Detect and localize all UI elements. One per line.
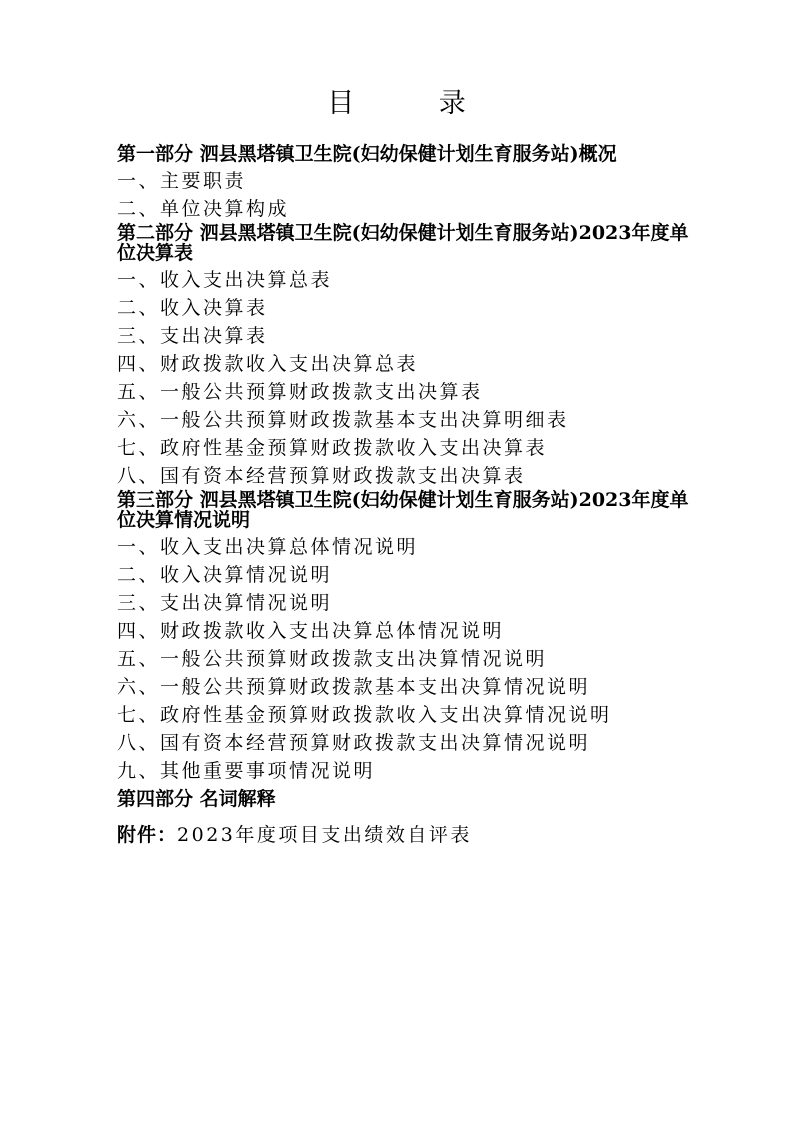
toc-item[interactable]: 四、财政拨款收入支出决算总表 <box>117 353 419 375</box>
toc-item[interactable]: 八、国有资本经营预算财政拨款支出决算表 <box>117 465 526 487</box>
toc-item[interactable]: 一、收入支出决算总体情况说明 <box>117 536 419 558</box>
toc-item[interactable]: 二、收入决算情况说明 <box>117 564 333 586</box>
toc-item[interactable]: 三、支出决算表 <box>117 325 268 347</box>
toc-item[interactable]: 三、支出决算情况说明 <box>117 592 333 614</box>
toc-item[interactable]: 二、单位决算构成 <box>117 198 290 220</box>
table-of-contents <box>117 142 717 849</box>
part-1-heading[interactable]: 第一部分 泗县黑塔镇卫生院(妇幼保健计划生育服务站)概况 <box>117 143 617 165</box>
toc-item[interactable]: 五、一般公共预算财政拨款支出决算情况说明 <box>117 648 548 670</box>
page-title: 目 录 <box>327 88 504 119</box>
toc-item[interactable]: 六、一般公共预算财政拨款基本支出决算明细表 <box>117 409 569 431</box>
toc-item[interactable]: 七、政府性基金预算财政拨款收入支出决算情况说明 <box>117 704 612 726</box>
attachment-label: 附件： <box>117 824 178 846</box>
toc-item[interactable]: 一、收入支出决算总表 <box>117 269 333 291</box>
toc-item[interactable]: 五、一般公共预算财政拨款支出决算表 <box>117 381 483 403</box>
toc-item[interactable]: 一、主要职责 <box>117 170 247 192</box>
part-4-heading[interactable]: 第四部分 名词解释 <box>117 788 276 810</box>
part-2-heading[interactable]: 第二部分 泗县黑塔镇卫生院(妇幼保健计划生育服务站)2023年度单位决算表 <box>117 222 689 264</box>
toc-item[interactable]: 四、财政拨款收入支出决算总体情况说明 <box>117 620 505 642</box>
attachment-line[interactable] <box>117 821 717 849</box>
attachment-text[interactable]: 2023年度项目支出绩效自评表 <box>177 824 472 846</box>
toc-item[interactable]: 八、国有资本经营预算财政拨款支出决算情况说明 <box>117 732 591 754</box>
toc-item[interactable]: 六、一般公共预算财政拨款基本支出决算情况说明 <box>117 676 591 698</box>
part-3-heading[interactable]: 第三部分 泗县黑塔镇卫生院(妇幼保健计划生育服务站)2023年度单位决算情况说明 <box>117 489 689 531</box>
toc-item[interactable]: 二、收入决算表 <box>117 297 268 319</box>
toc-item[interactable]: 九、其他重要事项情况说明 <box>117 760 376 782</box>
toc-item[interactable]: 七、政府性基金预算财政拨款收入支出决算表 <box>117 437 548 459</box>
